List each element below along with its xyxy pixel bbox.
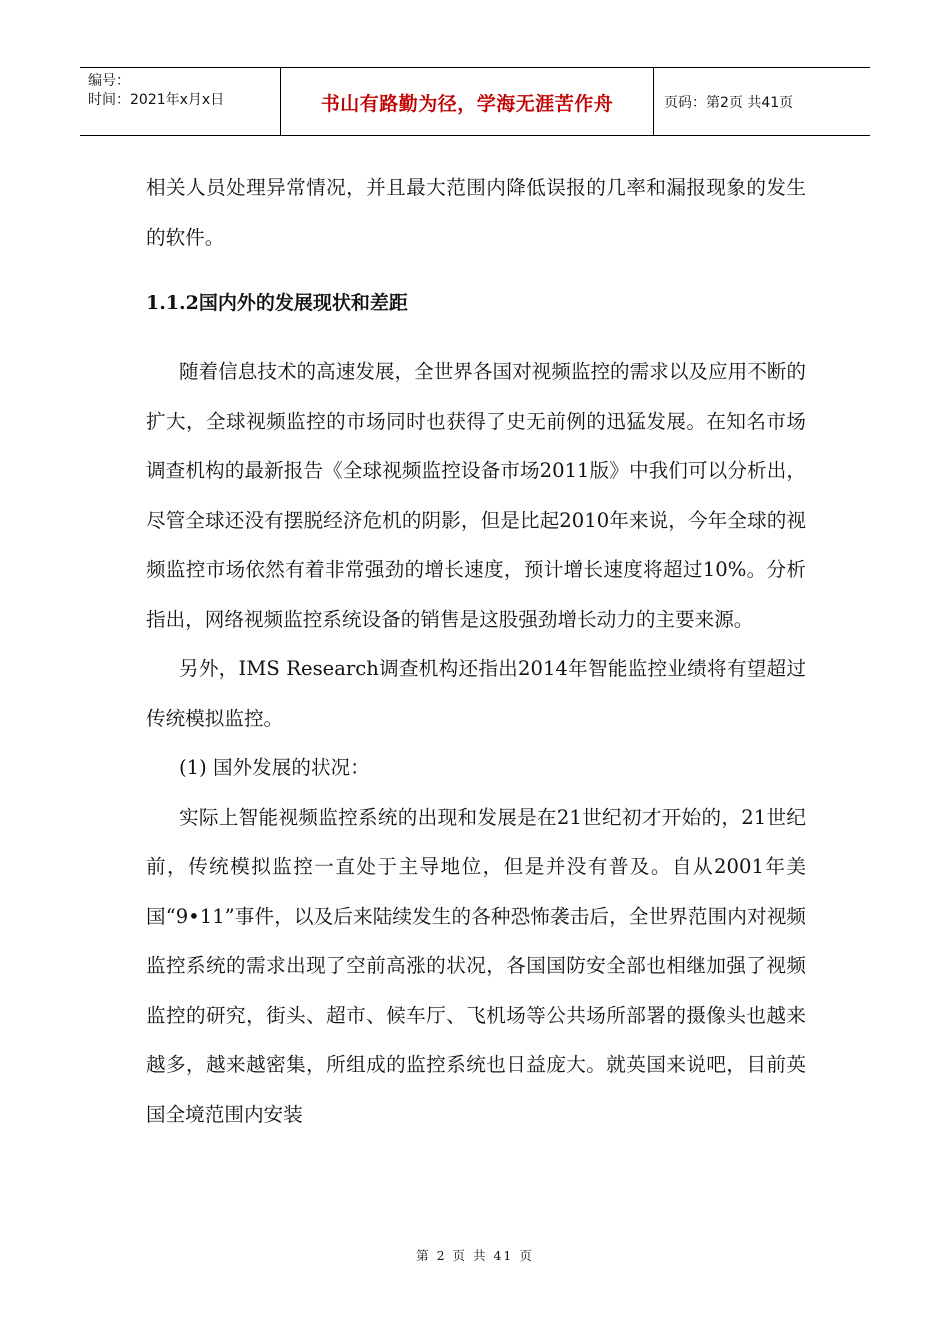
document-header xyxy=(80,67,870,136)
paragraph-ims-research: 另外，IMS Research调查机构还指出2014年智能监控业绩将有望超过传统模拟监控。 xyxy=(146,657,806,730)
document-number-label: 编号： xyxy=(88,73,130,89)
paragraph-continuation: 相关人员处理异常情况，并且最大范围内降低误报的几率和漏报现象的发生的软件。 xyxy=(146,176,806,249)
header-meta-cell xyxy=(80,68,281,135)
paragraph-market-growth: 随着信息技术的高速发展，全世界各国对视频监控的需求以及应用不断的扩大，全球视频监控的市场同时也获得了史无前例的迅猛发展。在知名市场调查机构的最新报告《全球视频监控设备市场2011版》中我们可以分析出，尽管全球还没有摆脱经济危机的阴影，但是比起2010年来说，今年全球的视频监控市场依然有着非常强劲的增长速度，预计增长速度将超过10%。分析指出，网络视频监控系统设备的销售是这股强劲增长动力的主要来源。 xyxy=(146,360,806,631)
page-footer: 第 2 页 共 41 页 xyxy=(416,1248,534,1263)
section-heading: 1.1.2国内外的发展现状和差距 xyxy=(146,292,408,314)
header-page-info: 页码：第2页 共41页 xyxy=(664,94,794,111)
paragraph-foreign-development: 实际上智能视频监控系统的出现和发展是在21世纪初才开始的，21世纪前，传统模拟监控一直处于主导地位，但是并没有普及。自从2001年美国“9•11”事件，以及后来陆续发生的各种恐怖袭击后，全世界范围内对视频监控系统的需求出现了空前高涨的状况，各国国防安全部也相继加强了视频监控的研究，街头、超市、候车厅、飞机场等公共场所部署的摄像头也越来越多，越来越密集，所组成的监控系统也日益庞大。就英国来说吧，目前英国全境范围内安装 xyxy=(146,805,806,1126)
document-body xyxy=(146,163,806,1139)
document-date-label: 时间：2021年x月x日 xyxy=(88,92,225,108)
header-motto: 书山有路勤为径，学海无涯苦作舟 xyxy=(281,68,654,135)
subheading-foreign-status: (1) 国外发展的状况： xyxy=(179,756,370,779)
